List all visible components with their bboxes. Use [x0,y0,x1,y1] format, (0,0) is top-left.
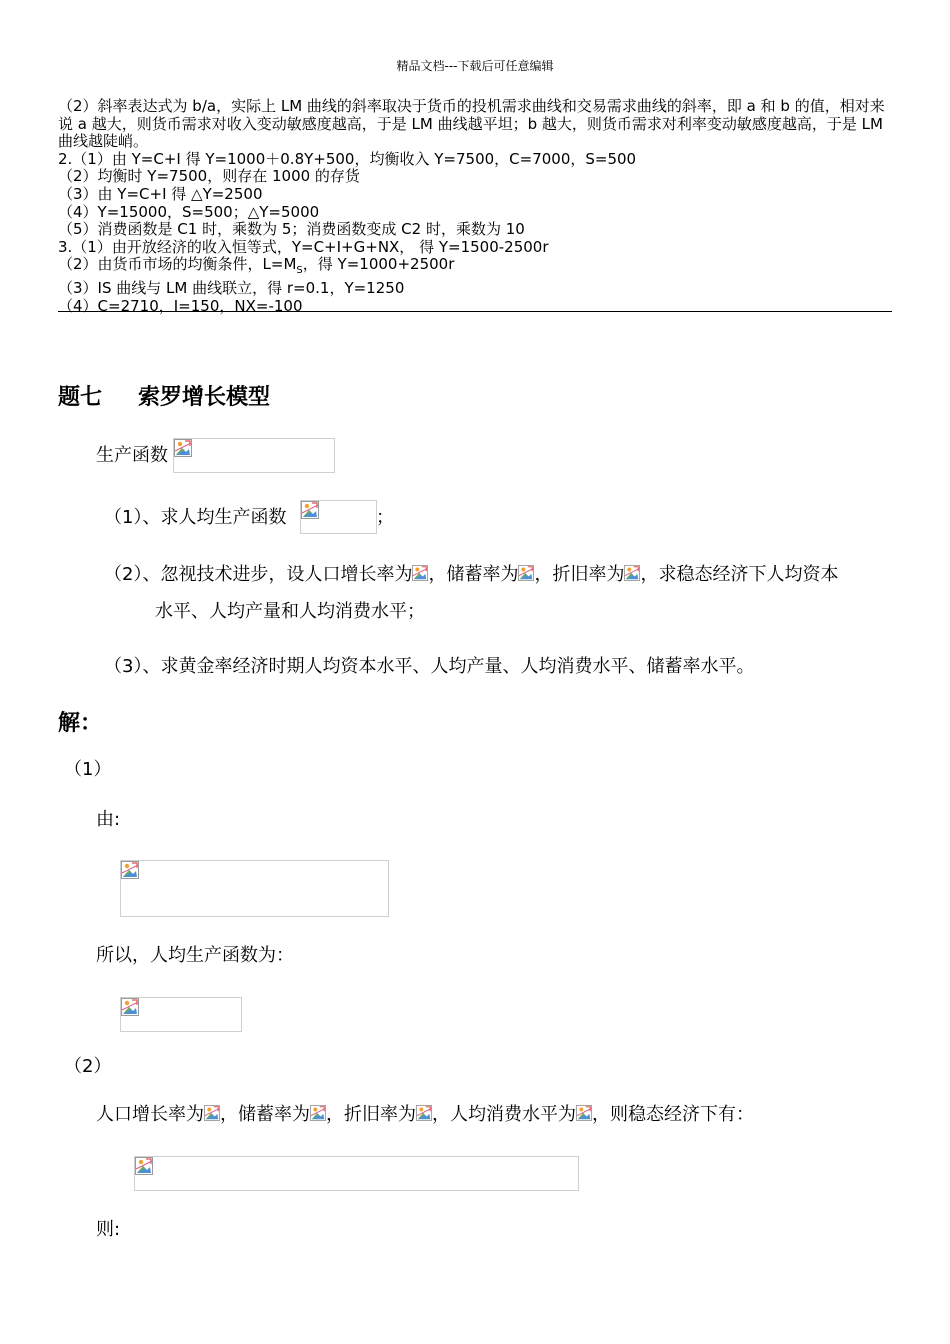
question-text: （1）、求人均生产函数 [104,507,287,528]
broken-image-icon [576,1104,592,1122]
answer-line [58,256,892,280]
page-header: 精品文档---下载后可任意编辑 [396,59,554,73]
question-text: ，求稳态经济下人均资本 [640,564,839,585]
broken-image-icon [204,1104,220,1122]
solution-text: ，人均消费水平为 [432,1104,576,1125]
answer-line: （4）C=2710，I=150，NX=-100 [58,296,303,315]
answer-line: （2）斜率表达式为 b/a，实际上 LM 曲线的斜率取决于货币的投机需求曲线和交易需求曲线的斜率，即 a 和 b 的值，相对来说 a 越大，则货币需求对收入变动敏感度越高，于是 LM 曲线越平坦；b 越大，则货币需求对利率变动敏感度越高，于是 LM 曲线越陡峭。 [58,97,885,151]
formula-image [134,1156,579,1191]
solution-text: ，折旧率为 [326,1104,416,1125]
title-number: 题七 [58,385,103,410]
by-label: 由: [96,809,121,830]
solution-heading: 解： [58,711,103,736]
broken-image-icon [416,1104,432,1122]
broken-image-icon [135,1157,153,1175]
broken-image-icon [174,439,192,457]
question-3: （3）、求黄金率经济时期人均资本水平、人均产量、人均消费水平、储蓄率水平。 [104,656,755,677]
broken-image-icon [121,861,139,879]
part-1-label: （1） [64,759,112,780]
subscript: S [296,265,303,277]
part-2-label: （2） [64,1056,112,1077]
solution-text: ，储蓄率为 [220,1104,310,1125]
question-text: （2）、忽视技术进步，设人口增长率为 [104,564,413,585]
answer-line: （5）消费函数是 C1 时，乘数为 5；消费函数变成 C2 时，乘数为 10 [58,220,525,239]
section-divider [58,311,892,312]
question-text: ，储蓄率为 [428,564,519,585]
broken-image-icon [412,564,428,582]
previous-answers [58,98,892,315]
intro-text: 生产函数 [96,445,168,466]
answer-line: （4）Y=15000，S=500；△Y=5000 [58,202,320,221]
solution-text: ，则稳态经济下有： [592,1104,754,1125]
answer-line: （3）由 Y=C+I 得 △Y=2500 [58,184,263,203]
production-function-line [96,444,168,468]
question-2 [104,563,838,587]
answer-line: 3.（1）由开放经济的收入恒等式，Y=C+I+G+NX， 得 Y=1500-2500r [58,237,549,256]
formula-image [120,860,389,917]
answer-line: 2.（1）由 Y=C+I 得 Y=1000＋0.8Y+500，均衡收入 Y=7500，C=7000，S=500 [58,149,637,168]
broken-image-icon [310,1104,326,1122]
broken-image-icon [301,501,319,519]
answer-line: （3）IS 曲线与 LM 曲线联立，得 r=0.1，Y=1250 [58,278,405,297]
formula-image [120,997,242,1032]
title-name: 索罗增长模型 [138,385,271,410]
section-title [58,380,270,411]
formula-image [300,500,377,534]
answer-text: ，得 Y=1000+2500r [302,255,455,274]
answer-text: （2）由货币市场的均衡条件，L=M [58,255,297,274]
question-2-cont: 水平、人均产量和人均消费水平； [155,601,425,622]
question-1-end: ； [376,507,394,528]
broken-image-icon [624,564,640,582]
so-label: 所以，人均生产函数为： [96,945,294,966]
formula-image [173,438,335,473]
question-text: ，折旧率为 [534,564,625,585]
part-2-text [96,1103,754,1127]
broken-image-icon [121,998,139,1016]
question-1 [104,506,286,530]
broken-image-icon [518,564,534,582]
solution-text: 人口增长率为 [96,1104,204,1125]
then-label: 则: [96,1219,121,1240]
answer-line: （2）均衡时 Y=7500，则存在 1000 的存货 [58,167,360,186]
